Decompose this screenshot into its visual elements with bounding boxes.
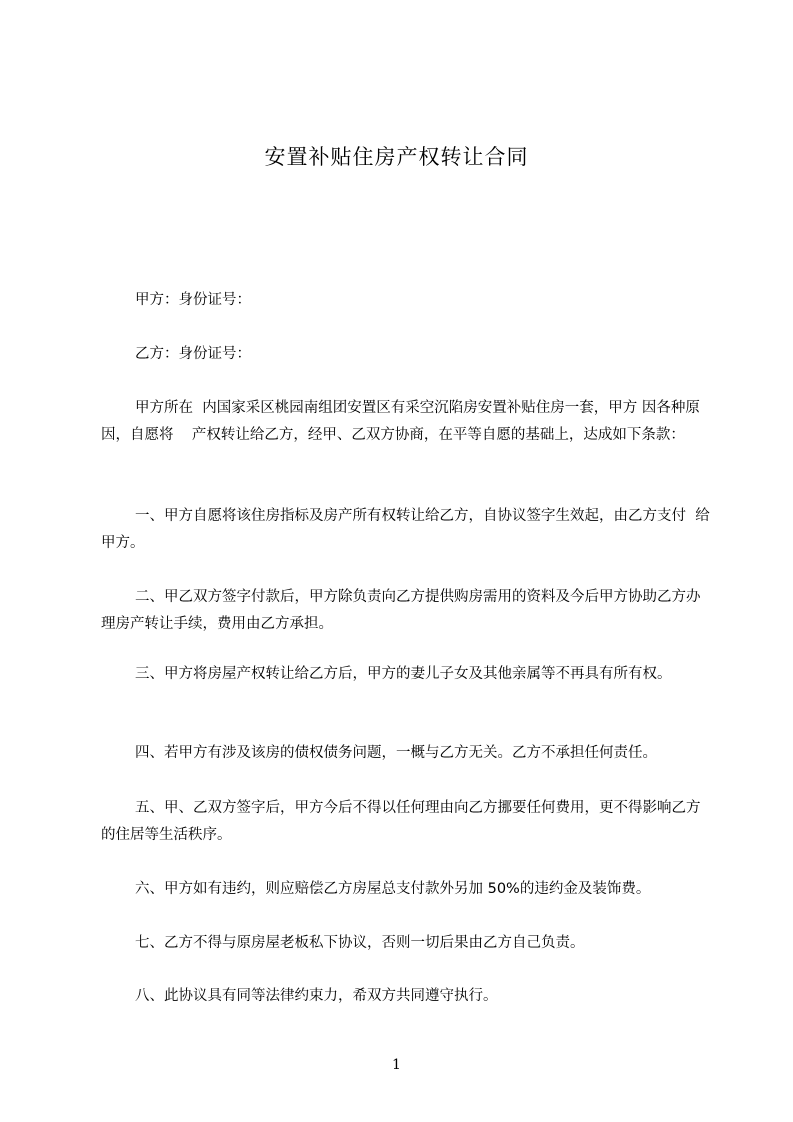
clause-3: 三、甲方将房屋产权转让给乙方后，甲方的妻儿子女及其他亲属等不再具有所有权。	[135, 666, 672, 682]
document-title: 安置补贴住房产权转让合同	[264, 145, 529, 169]
clause-6: 六、甲方如有违约，则应赔偿乙方房屋总支付款外另加 50%的违约金及装饰费。	[135, 881, 651, 897]
clause-5: 五、甲、乙双方签字后，甲方今后不得以任何理由向乙方挪要任何费用，更不得影响乙方的住居等生活秩序。	[101, 800, 701, 843]
clause-7: 七、乙方不得与原房屋老板私下协议，否则一切后果由乙方自己负责。	[135, 935, 585, 951]
intro-paragraph: 甲方所在 内国家采区桃园南组团安置区有采空沉陷房安置补贴住房一套，甲方 因各种原因，自愿将 产权转让给乙方，经甲、乙双方协商，在平等自愿的基础上，达成如下条款：	[101, 400, 700, 443]
clause-2: 二、甲乙双方签字付款后，甲方除负责向乙方提供购房需用的资料及今后甲方协助乙方办理房产转让手续，费用由乙方承担。	[101, 589, 701, 632]
clause-4: 四、若甲方有涉及该房的债权债务问题，一概与乙方无关。乙方不承担任何责任。	[135, 745, 657, 761]
clause-8: 八、此协议具有同等法律约束力，希双方共同遵守执行。	[135, 988, 498, 1004]
party-a-line: 甲方：身份证号：	[135, 292, 251, 308]
party-b-line: 乙方：身份证号：	[135, 346, 251, 362]
clause-1: 一、甲方自愿将该住房指标及房产所有权转让给乙方，自协议签字生效起，由乙方支付 给甲方。	[101, 508, 710, 551]
page-number: 1	[392, 1057, 401, 1073]
